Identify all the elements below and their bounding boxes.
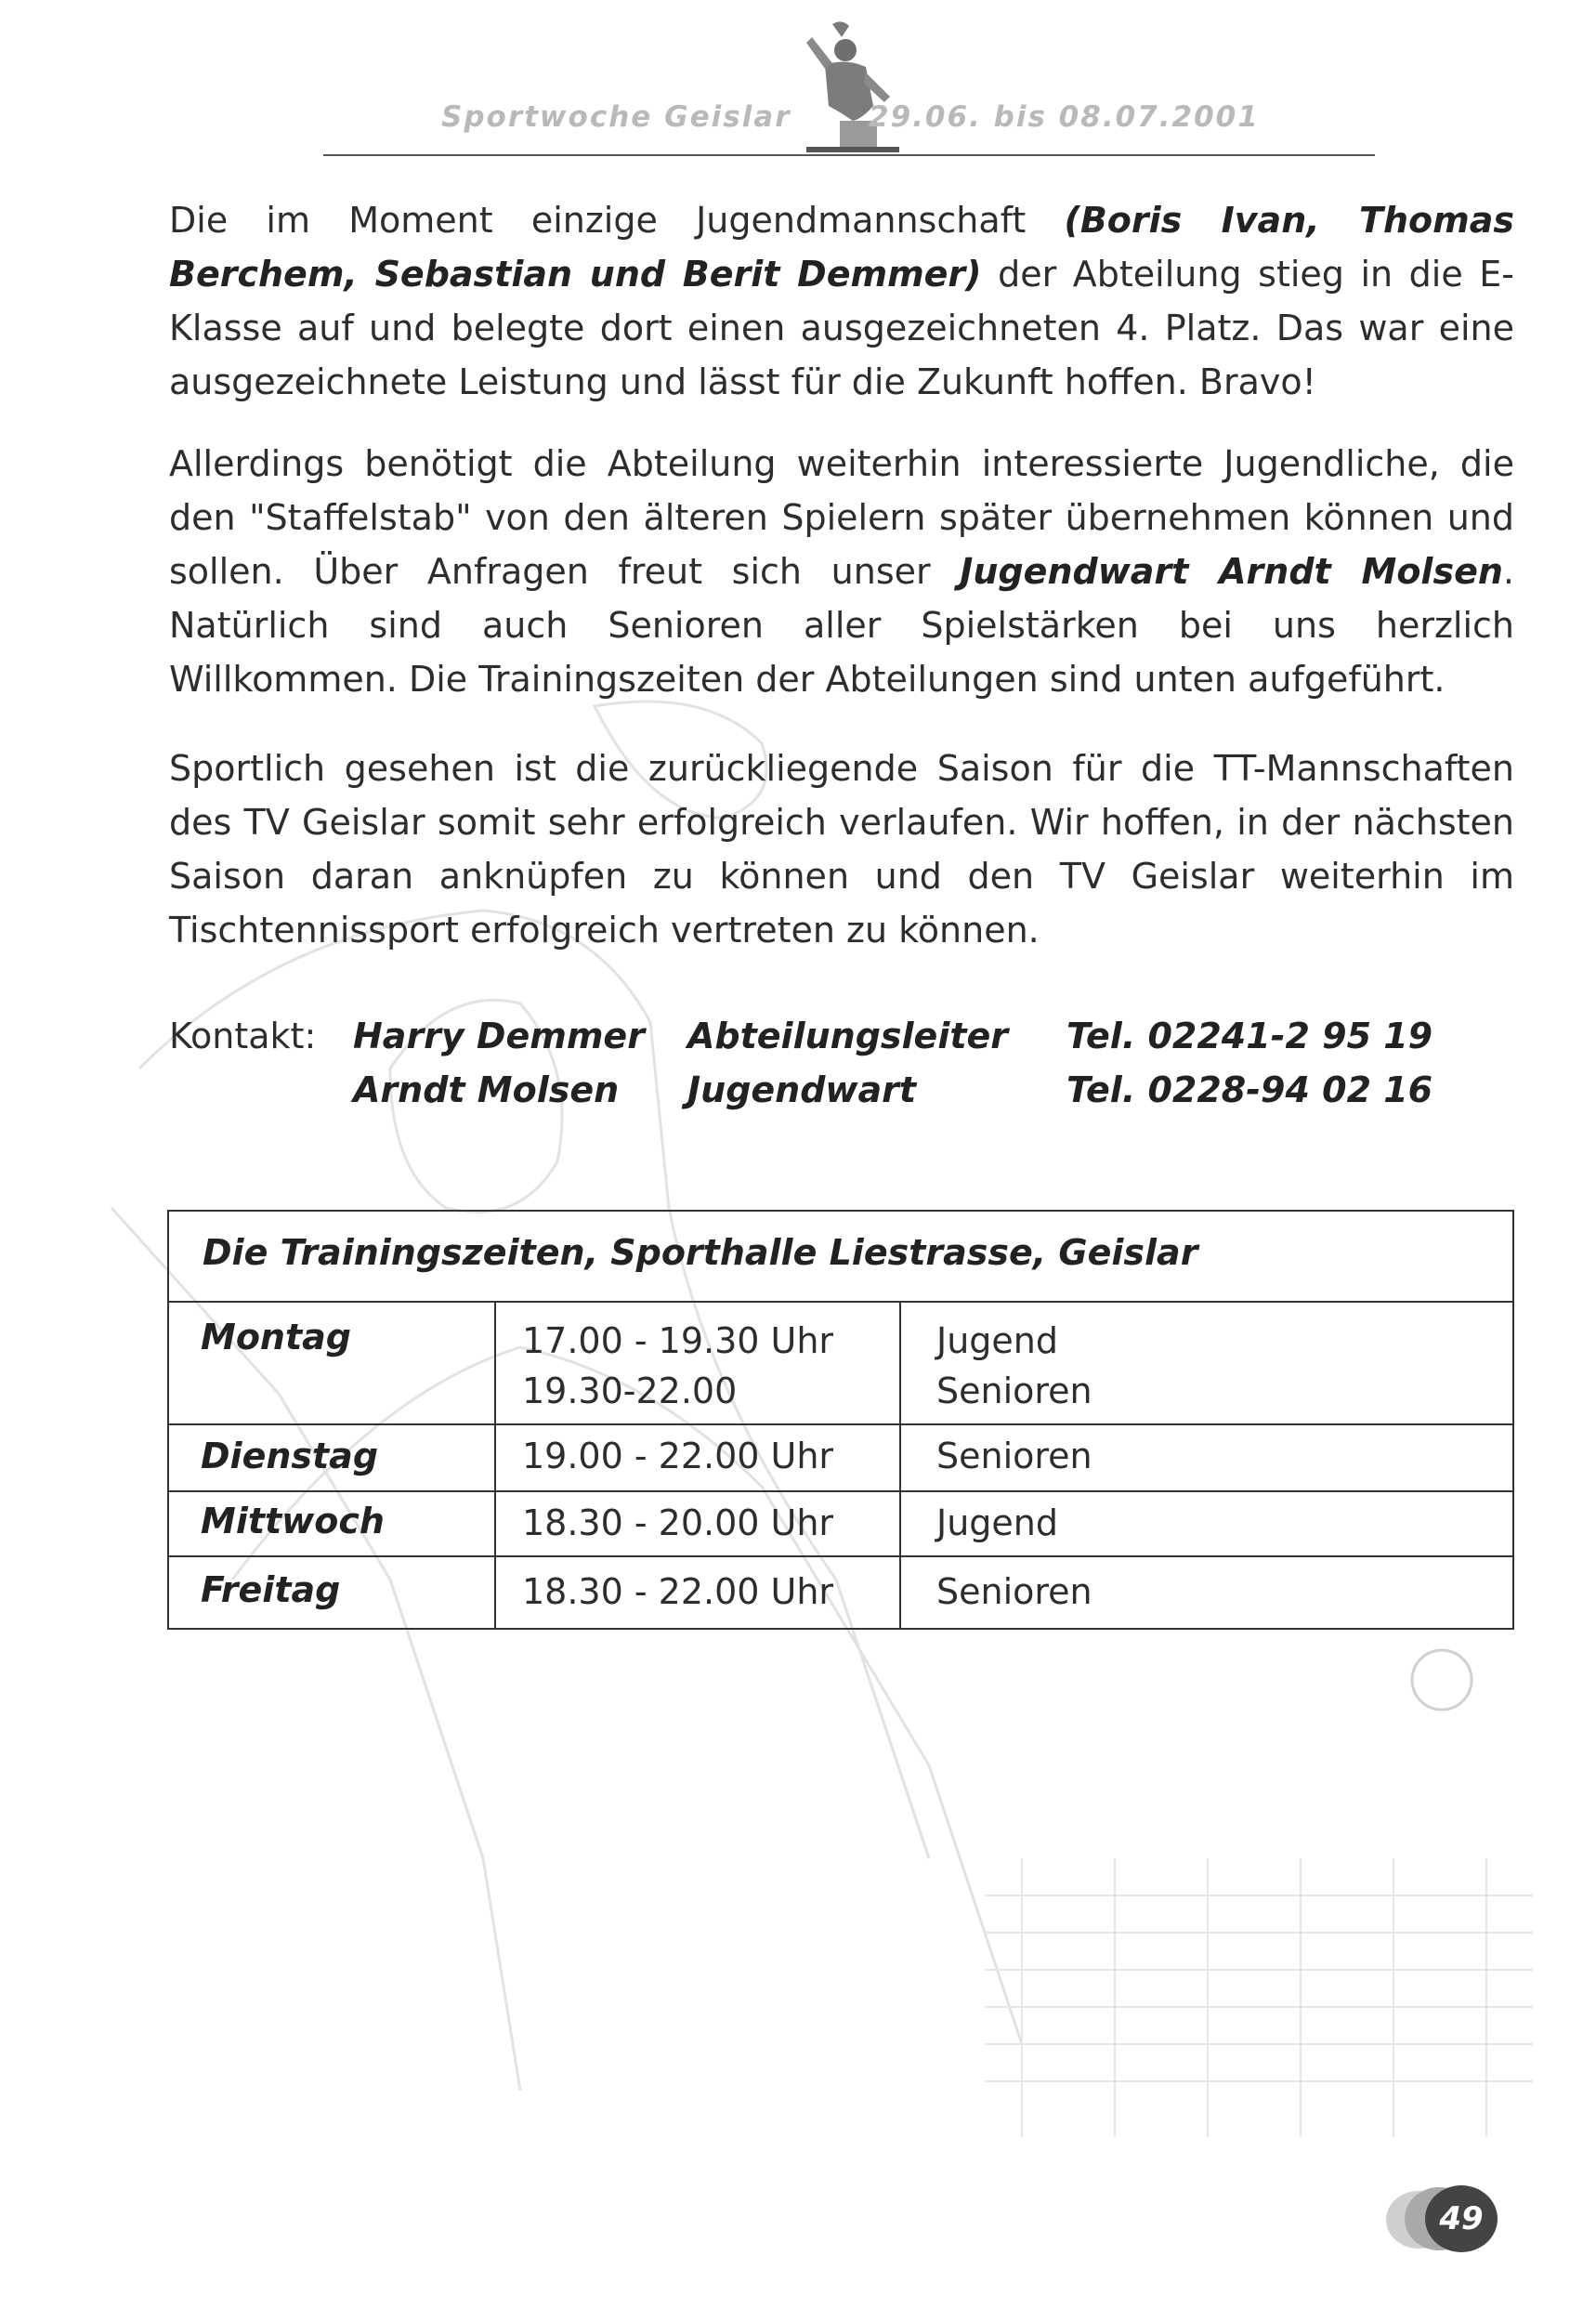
table-time: 19.00 - 22.00 Uhr (522, 1436, 834, 1476)
table-group: Jugend (936, 1320, 1058, 1361)
header-divider (323, 154, 1375, 156)
header-event-dates: 29.06. bis 08.07.2001 (869, 100, 1260, 134)
table-time: 18.30 - 22.00 Uhr (522, 1571, 834, 1612)
table-group: Senioren (936, 1370, 1092, 1411)
contact-name: Arndt Molsen (353, 1069, 620, 1110)
training-times-table (167, 1210, 1514, 1630)
paragraph-text: Allerdings benötigt die Abteilung weiterhin interessierte Jugendliche, die den "Staffelstab" von den älteren Spielern später übernehmen können und sollen. Über Anfragen freut sich unser (169, 443, 1514, 592)
table-group: Senioren (936, 1571, 1092, 1612)
paragraph-text: Die im Moment einzige Jugendmannschaft (169, 200, 1065, 241)
contact-phone: Tel. 02241-2 95 19 (1066, 1016, 1433, 1056)
team-member-names: (Boris Ivan, Thomas Berchem, Sebastian und Berit Demmer) (169, 200, 1514, 295)
table-column-divider (899, 1301, 901, 1628)
contact-name: Harry Demmer (353, 1016, 645, 1056)
table-time: 18.30 - 20.00 Uhr (522, 1502, 834, 1543)
paragraph-youth-team (169, 193, 1514, 409)
paragraph-season-summary: Sportlich gesehen ist die zurückliegende Saison für die TT-Mannschaften des TV Geislar somit sehr erfolgreich verlaufen. Wir hoffen, in der nächsten Saison daran anknüpfen zu können und den TV Geislar weiterhin im Tischtennissport erfolgreich vertreten zu können. (169, 748, 1514, 951)
contact-label: Kontakt: (169, 1016, 317, 1056)
page-number: 49 (1425, 2185, 1498, 2252)
table-column-divider (494, 1301, 496, 1628)
table-caption: Die Trainingszeiten, Sporthalle Liestrasse, Geislar (203, 1232, 1198, 1273)
paragraph-text: der Abteilung stieg in die E-Klasse auf und belegte dort einen ausgezeichneten 4. Platz. Das war eine ausgezeichnete Leistung und lässt für die Zukunft hoffen. Bravo! (169, 254, 1514, 402)
table-divider (169, 1555, 1512, 1557)
contact-phone: Tel. 0228-94 02 16 (1066, 1069, 1433, 1110)
table-day: Mittwoch (201, 1501, 385, 1541)
contact-role: Abteilungsleiter (687, 1016, 1009, 1056)
table-tennis-player-logo (788, 17, 909, 156)
header-event-title: Sportwoche Geislar (441, 100, 791, 134)
contact-role: Jugendwart (687, 1069, 917, 1110)
paragraph-text: . Natürlich sind auch Senioren aller Spielstärken bei uns herzlich Willkommen. Die Trainingszeiten der Abteilungen sind unten aufgeführt. (169, 551, 1514, 700)
table-divider (169, 1301, 1512, 1303)
table-time: 17.00 - 19.30 Uhr (522, 1320, 834, 1361)
youth-warden-name: Jugendwart Arndt Molsen (960, 551, 1503, 592)
table-day: Dienstag (201, 1436, 379, 1476)
table-day: Montag (201, 1317, 351, 1357)
paragraph-recruiting (169, 437, 1514, 706)
table-group: Senioren (936, 1436, 1092, 1476)
page-number-badge (1382, 2182, 1512, 2256)
table-group: Jugend (936, 1502, 1058, 1543)
table-divider (169, 1490, 1512, 1492)
table-day: Freitag (201, 1569, 341, 1610)
table-divider (169, 1423, 1512, 1425)
table-time: 19.30-22.00 (522, 1370, 738, 1411)
